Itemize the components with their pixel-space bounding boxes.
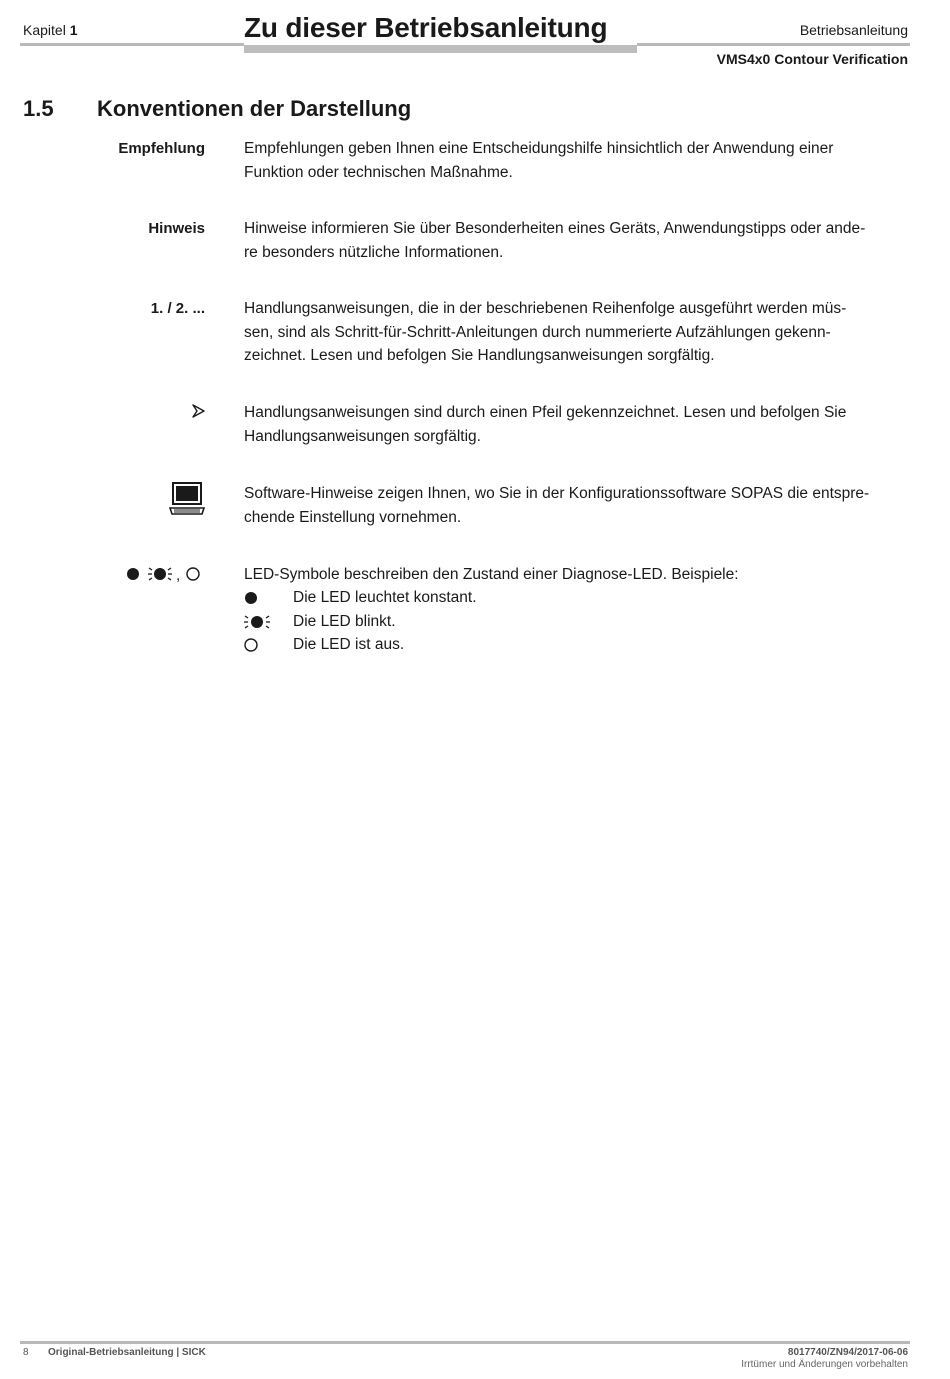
led-intro: LED-Symbole beschreiben den Zustand einer Diagnose-LED. Beispiele:	[244, 566, 739, 583]
led-example-text: Die LED blinkt.	[293, 612, 396, 630]
led-example-text: Die LED leuchtet konstant.	[293, 589, 477, 606]
footer-document-label: Original-Betriebsanleitung | SICK	[48, 1347, 206, 1358]
description-line: zeichnet. Lesen und befolgen Sie Handlungsanweisungen sorgfältig.	[244, 347, 715, 364]
convention-description	[244, 137, 910, 184]
convention-label: Hinweis	[148, 220, 205, 237]
description-line: Empfehlungen geben Ihnen eine Entscheidungshilfe hinsichtlich der Anwendung einer	[244, 140, 834, 157]
chapter-number: 1	[69, 22, 78, 38]
description-line: Software-Hinweise zeigen Ihnen, wo Sie in der Konfigurationssoftware SOPAS die entspre-	[244, 485, 870, 502]
convention-description	[244, 217, 910, 264]
convention-description	[244, 563, 910, 587]
legend-separator: ,	[176, 567, 181, 583]
description-line: Handlungsanweisungen sind durch einen Pfeil gekennzeichnet. Lesen und befolgen Sie	[244, 404, 847, 421]
page-number: 8	[23, 1347, 29, 1358]
led-example-off	[244, 633, 904, 657]
chapter-label	[23, 22, 78, 38]
chapter-word: Kapitel	[23, 22, 66, 38]
arrow-icon	[190, 403, 206, 419]
led-examples-list	[244, 586, 904, 657]
convention-description	[244, 401, 910, 448]
description-line: Funktion oder technischen Maßnahme.	[244, 163, 513, 181]
led-example-text: Die LED ist aus.	[293, 636, 405, 653]
footer-rule	[20, 1341, 910, 1344]
header-rule-right	[637, 43, 910, 46]
convention-description	[244, 482, 910, 529]
description-line: chende Einstellung vornehmen.	[244, 508, 462, 526]
header-rule-left	[20, 43, 244, 46]
footer-reference: 8017740/ZN94/2017-06-06	[787, 1347, 908, 1358]
description-line: sen, sind als Schritt-für-Schritt-Anleitungen durch nummerierte Aufzählungen gekenn-	[244, 323, 831, 341]
product-name: VMS4x0 Contour Verification	[716, 51, 908, 67]
led-on-icon	[244, 589, 270, 607]
led-off-icon	[244, 636, 270, 654]
section-number: 1.5	[23, 96, 54, 121]
description-line: Hinweise informieren Sie über Besonderheiten eines Geräts, Anwendungstipps oder ande-	[244, 220, 866, 237]
section-title: Konventionen der Darstellung	[97, 96, 412, 121]
header-rule-title	[244, 45, 637, 53]
description-line: Handlungsanweisungen, die in der beschriebenen Reihenfolge ausgeführt werden müs-	[244, 300, 847, 317]
description-line: Handlungsanweisungen sorgfältig.	[244, 427, 481, 445]
convention-description	[244, 297, 910, 368]
led-blink-icon	[244, 613, 270, 631]
led-example-blink	[244, 610, 904, 634]
convention-label: 1. / 2. ...	[150, 300, 205, 317]
led-legend-icon	[125, 563, 205, 583]
laptop-icon	[168, 482, 206, 516]
led-example-on	[244, 586, 904, 610]
document-type: Betriebsanleitung	[799, 22, 908, 38]
convention-label: Empfehlung	[118, 140, 205, 157]
footer-disclaimer: Irrtümer und Änderungen vorbehalten	[741, 1359, 908, 1370]
page-title: Zu dieser Betriebsanleitung	[244, 12, 608, 43]
description-line: re besonders nützliche Informationen.	[244, 243, 504, 261]
